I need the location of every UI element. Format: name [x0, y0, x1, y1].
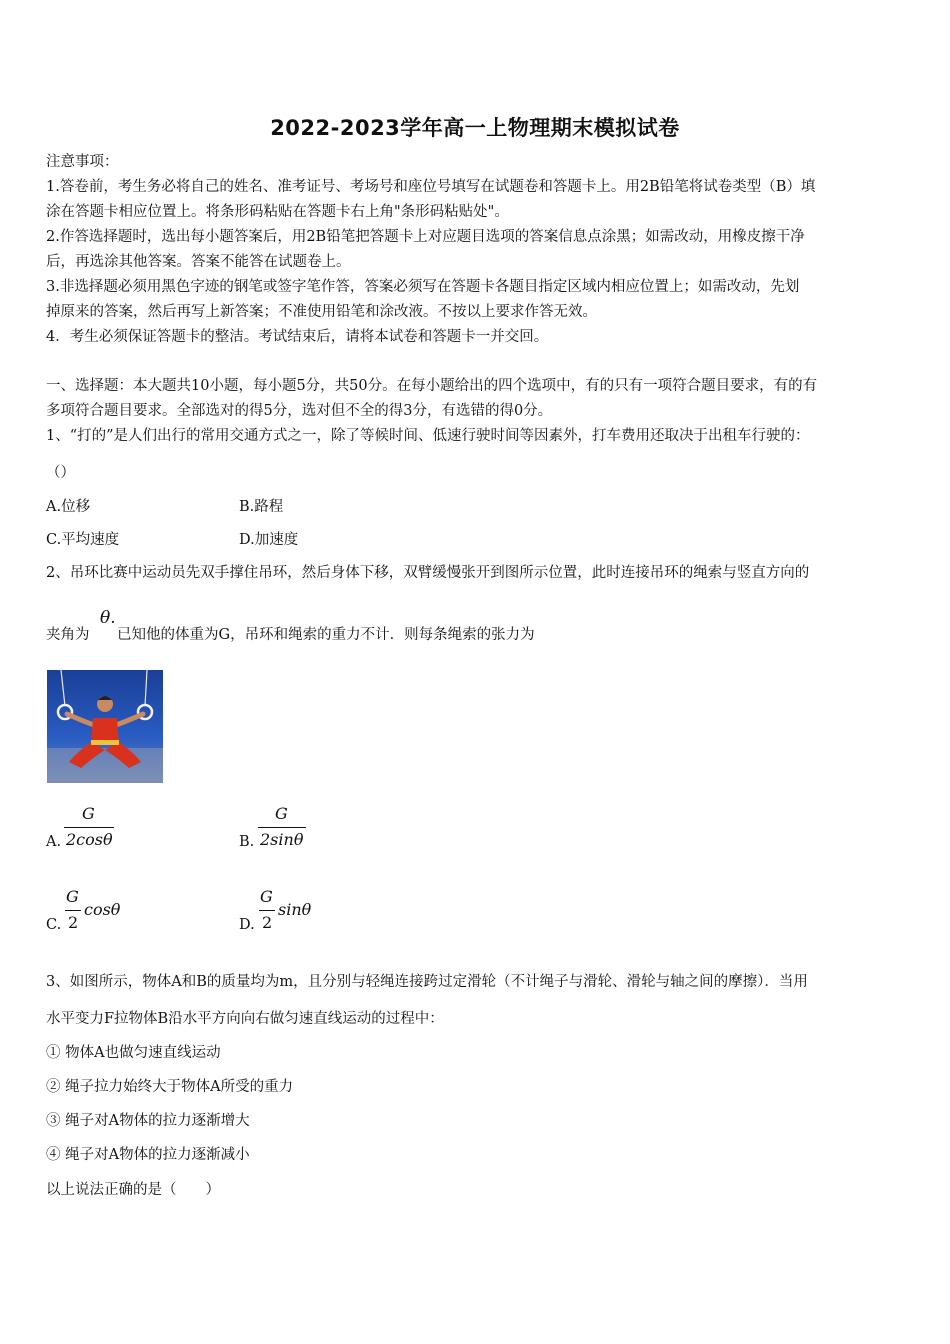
fraction-numerator: G — [66, 887, 79, 906]
q3-stem: 3、如图所示，物体A和B的质量均为m，且分别与轻绳连接跨过定滑轮（不计绳子与滑轮、滑轮与轴之间的摩擦）．当用 — [46, 974, 808, 990]
fraction-bar — [65, 910, 81, 911]
q2-option-c-tail: cosθ — [84, 900, 121, 919]
fraction-numerator: G — [82, 804, 95, 823]
q2-option-d-tail: sinθ — [278, 900, 312, 919]
notice-line: 涂在答题卡相应位置上。将条形码粘贴在答题卡右上角"条形码粘贴处"。 — [46, 204, 509, 220]
q2-option-c-fraction — [65, 887, 83, 937]
q2-option-b-fraction — [258, 804, 310, 854]
fraction-bar — [64, 827, 114, 828]
notice-line: 掉原来的答案，然后再写上新答案；不准使用铅笔和涂改液。不按以上要求作答无效。 — [46, 304, 597, 320]
q3-item: ① 物体A也做匀速直线运动 — [46, 1045, 221, 1061]
fraction-denominator: 2sinθ — [260, 830, 304, 849]
q2-option-a-label: A. — [46, 834, 62, 850]
q3-stem: 水平变力F拉物体B沿水平方向向右做匀速直线运动的过程中： — [46, 1011, 444, 1027]
q1-option-d: D.加速度 — [239, 532, 299, 548]
notice-line: 4．考生必须保证答题卡的整洁。考试结束后，请将本试卷和答题卡一并交回。 — [46, 329, 549, 345]
q1-option-a: A.位移 — [46, 499, 91, 515]
q2-option-d-fraction — [259, 887, 277, 937]
q2-option-a-fraction — [64, 804, 116, 854]
fraction-numerator: G — [260, 887, 273, 906]
q2-stem-prefix: 夹角为 — [46, 627, 90, 643]
q1-option-c: C.平均速度 — [46, 532, 120, 548]
q1-stem: 1、“打的”是人们出行的常用交通方式之一，除了等候时间、低速行驶时间等因素外，打车费用还取决于出租车行驶的： — [46, 428, 810, 444]
gymnast-rings-photo — [47, 670, 163, 783]
section-intro: 多项符合题目要求。全部选对的得5分，选对但不全的得3分，有选错的得0分。 — [46, 403, 553, 419]
q2-stem: 2、吊环比赛中运动员先双手撑住吊环，然后身体下移，双臂缓慢张开到图所示位置，此时连接吊环的绳索与竖直方向的 — [46, 565, 810, 581]
page-title: 2022-2023学年高一上物理期末模拟试卷 — [270, 116, 680, 140]
notice-line: 1.答卷前，考生务必将自己的姓名、准考证号、考场号和座位号填写在试题卷和答题卡上。用2B铅笔将试卷类型（B）填 — [46, 179, 816, 195]
fraction-bar — [259, 910, 275, 911]
theta-symbol: θ. — [100, 608, 116, 628]
q3-item: ③ 绳子对A物体的拉力逐渐增大 — [46, 1113, 250, 1129]
notice-line: 后，再选涂其他答案。答案不能答在试题卷上。 — [46, 254, 351, 270]
section-intro: 一、选择题：本大题共10小题，每小题5分，共50分。在每小题给出的四个选项中，有的只有一项符合题目要求，有的有 — [46, 378, 818, 394]
q1-blank: （） — [46, 465, 75, 481]
q2-stem-suffix: 已知他的体重为G，吊环和绳索的重力不计．则每条绳索的张力为 — [117, 627, 535, 643]
fraction-numerator: G — [275, 804, 288, 823]
notice-line: 3.非选择题必须用黑色字迹的钢笔或签字笔作答，答案必须写在答题卡各题目指定区域内相应位置上；如需改动，先划 — [46, 279, 800, 295]
q2-option-b-label: B. — [239, 834, 255, 850]
fraction-bar — [258, 827, 306, 828]
q3-item: ④ 绳子对A物体的拉力逐渐减小 — [46, 1147, 250, 1163]
q2-option-d-label: D. — [239, 917, 255, 933]
notice-line: 2.作答选择题时，选出每小题答案后，用2B铅笔把答题卡上对应题目选项的答案信息点涂黑；如需改动，用橡皮擦干净 — [46, 229, 805, 245]
fraction-denominator: 2 — [262, 913, 273, 932]
fraction-denominator: 2 — [68, 913, 79, 932]
q2-option-c-label: C. — [46, 917, 62, 933]
notice-heading: 注意事项： — [46, 154, 119, 170]
fraction-denominator: 2cosθ — [66, 830, 113, 849]
q1-option-b: B.路程 — [239, 499, 284, 515]
q3-ask: 以上说法正确的是（ ） — [46, 1182, 220, 1198]
q3-item: ② 绳子拉力始终大于物体A所受的重力 — [46, 1079, 294, 1095]
gymnast-illustration — [47, 670, 163, 783]
